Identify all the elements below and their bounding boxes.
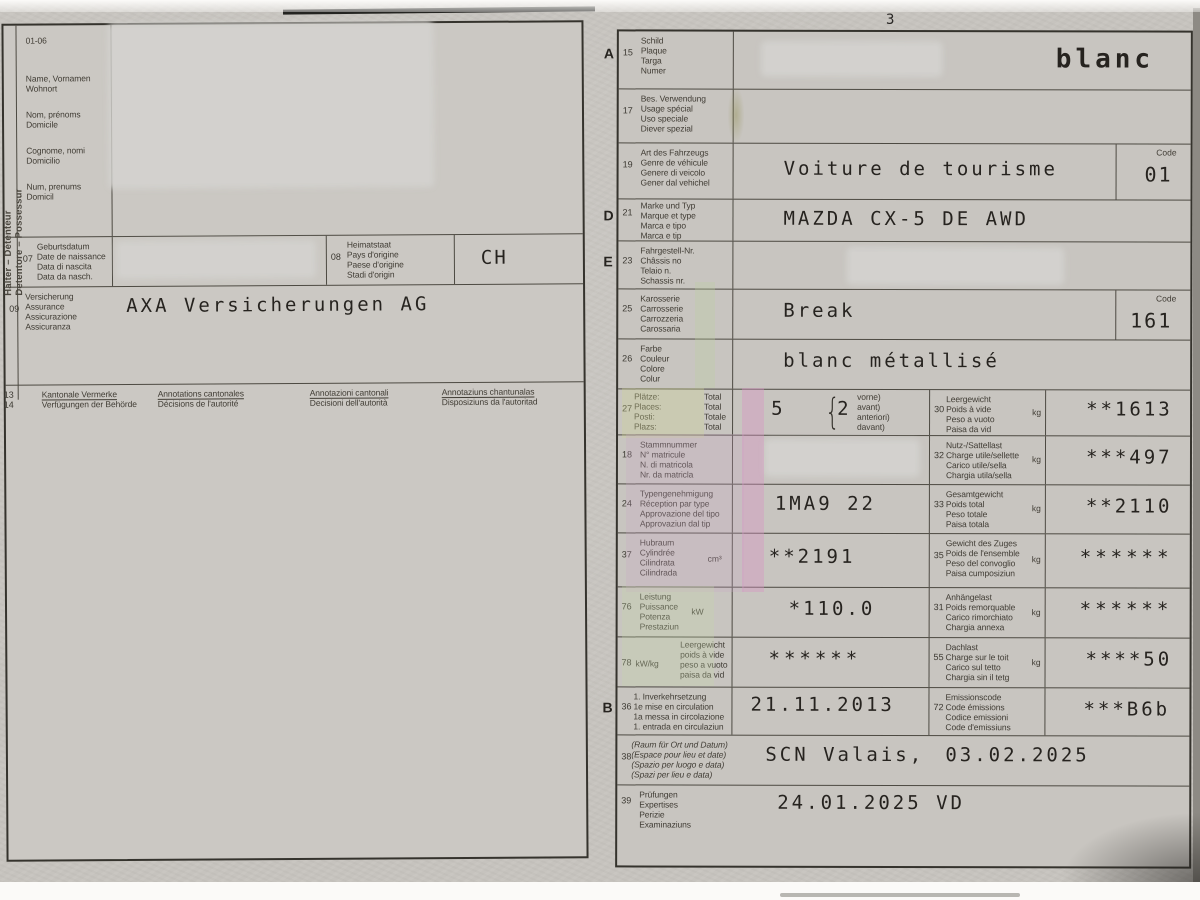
left-page: [1, 20, 588, 862]
field-number: 26: [622, 353, 633, 364]
row-vehicle-type: [619, 143, 1191, 200]
roof-load-labels: Dachlast Charge sur le toit Carico sul tetto Chargia sin il tetg: [945, 642, 1010, 683]
field-number: 38: [621, 751, 632, 762]
approval-value: 1MA9 22: [774, 492, 876, 515]
section-letter: A: [603, 45, 614, 62]
chassis-labels: Fahrgestell-Nr. Châssis no Telaio n. Schassis nr.: [640, 245, 695, 286]
body-code: 161: [1130, 308, 1173, 333]
unit-label: cm³: [707, 553, 722, 564]
vehicle-type-value-cell: [733, 144, 1116, 200]
row-place-date: [617, 735, 1189, 786]
row-colour: [618, 339, 1190, 390]
displacement-value: **2191: [768, 545, 856, 568]
empty-weight-label-cell: [929, 390, 1045, 435]
origin-labels: Heimatstaat Pays d'origine Paese d'origine Stadi d'origin: [346, 239, 404, 280]
plate-color-value: blanc: [1055, 44, 1155, 75]
power-weight-value-cell: [732, 638, 929, 687]
serial-label-cell: [618, 435, 732, 483]
power-weight-labels: Leergewicht poids à vide peso a vuoto paisa da vid: [680, 639, 728, 680]
special-use-labels: Bes. Verwendung Usage spécial Uso speciale Diever spezial: [640, 93, 706, 134]
section-letter: B: [602, 699, 613, 716]
body-label-cell: [618, 289, 732, 338]
roof-load-value-cell: [1045, 638, 1190, 687]
row-make-type: [603, 199, 1190, 242]
vehicle-type-labels: Art des Fahrzeugs Genre de véhicule Genere di veicolo Gener dal vehichel: [640, 147, 710, 188]
field-number: 27: [622, 403, 633, 414]
date-value: 03.02.2025: [945, 744, 1090, 767]
plate-value-cell: [733, 32, 1191, 90]
vehicle-type-code: 01: [1144, 162, 1173, 187]
row-seats-emptyweight: [618, 389, 1190, 436]
row-insurance: [5, 284, 584, 386]
place-date-value-cell: [731, 736, 1189, 786]
emission-value: ***B6b: [1083, 698, 1171, 721]
field-number: 72: [933, 702, 944, 713]
row-chassis: [603, 241, 1190, 290]
unit-label: kg: [1031, 656, 1041, 667]
origin-label-cell: [326, 235, 454, 285]
payload-value-cell: [1045, 436, 1190, 484]
row-powerweight-roofload: [618, 637, 1190, 688]
row-firstreg-emission: [602, 687, 1189, 736]
redacted-serial-number: [769, 444, 915, 472]
redacted-birthdate: [121, 245, 311, 274]
unit-label: kg: [1031, 503, 1041, 514]
displacement-labels: Hubraum Cylindrée Cilindrata Cilindrada: [639, 537, 678, 578]
emission-labels: Emissionscode Code émissions Codice emissioni Code d'emissiuns: [945, 692, 1011, 733]
scan-right-edge: [1193, 8, 1200, 882]
place-date-label-cell: [617, 735, 731, 784]
make-type-labels: Marke und Typ Marque et type Marca e tipo Marca e tip: [640, 200, 696, 241]
origin-value-cell: [454, 234, 583, 284]
field-number: 14: [3, 399, 14, 410]
payload-label-cell: [929, 436, 1045, 484]
power-weight-value: ******: [768, 647, 862, 670]
field-number: 31: [933, 602, 944, 613]
field-number: 30: [934, 404, 945, 415]
insurance-label-cell: [9, 287, 113, 385]
field-number: 19: [622, 159, 633, 170]
body-code-cell: [1115, 290, 1190, 339]
roof-load-value: ****50: [1085, 648, 1173, 671]
row-special-use: [619, 89, 1191, 144]
train-weight-value: ******: [1079, 546, 1173, 569]
total-weight-value: **2110: [1085, 495, 1173, 518]
row-birthdate-origin: [5, 234, 583, 288]
special-use-value-cell: [733, 90, 1191, 144]
make-type-value-cell: [732, 200, 1190, 242]
cantonal-col-de: Kantonale Vermerke Verfügungen der Behörde: [41, 389, 137, 410]
emission-value-cell: [1044, 688, 1189, 735]
field-number: 33: [933, 499, 944, 510]
field-number: 09: [9, 303, 20, 314]
row-serial-payload: [618, 435, 1190, 485]
roof-load-label-cell: [929, 638, 1045, 687]
colour-label-cell: [618, 339, 732, 388]
colour-value-cell: [732, 340, 1190, 390]
unit-label: kW: [691, 606, 704, 617]
towing-labels: Anhängelast Poids remorquable Carico rimorchiato Chargia annexa: [945, 592, 1016, 633]
total-weight-labels: Gesamtgewicht Poids total Peso totale Paisa totala: [945, 489, 1004, 530]
field-number: 18: [621, 449, 633, 460]
seats-total-value: 5: [771, 397, 785, 420]
cantonal-col-it: Annotazioni cantonali Decisioni dell'autorità: [309, 387, 389, 408]
field-number: 76: [621, 601, 632, 612]
field-number: 36: [621, 701, 632, 712]
holder-label-cell: [15, 25, 111, 237]
seats-front-labels: vorne) avant) anteriori) davant): [857, 391, 890, 432]
unit-label: kg: [1031, 554, 1041, 565]
payload-value: ***497: [1085, 446, 1173, 469]
field-number: 15: [622, 47, 633, 58]
chassis-label-cell: [618, 241, 732, 288]
towing-value-cell: [1045, 588, 1190, 637]
power-value-cell: [732, 588, 929, 637]
displacement-value-cell: [732, 534, 929, 587]
field-number: 07: [22, 253, 33, 264]
empty-weight-value: **1613: [1086, 398, 1173, 421]
seats-value-cell: [732, 390, 929, 435]
cantonal-col-fr: Annotations cantonales Décisions de l'autorité: [157, 388, 244, 409]
seats-label-cell: [618, 389, 732, 434]
section-letter: E: [603, 253, 613, 270]
row-displacement-train: [618, 533, 1190, 588]
unit-label: kg: [1031, 606, 1041, 617]
chassis-value-cell: [732, 242, 1190, 290]
vehicle-type-label-cell: [619, 143, 733, 198]
train-weight-label-cell: [929, 534, 1045, 587]
holder-label-it: Cognome, nomi Domicilio: [26, 145, 85, 166]
towing-value: ******: [1079, 598, 1173, 621]
towing-label-cell: [929, 588, 1045, 637]
serial-labels: Stammnummer N° matricule N. di matricola Nr. da matricla: [639, 439, 698, 480]
inspections-value: 24.01.2025 VD: [777, 791, 966, 815]
code-label: Code: [1156, 147, 1177, 158]
train-weight-value-cell: [1045, 534, 1190, 587]
power-labels: Leistung Puissance Potenza Prestaziun: [639, 591, 679, 632]
colour-labels: Farbe Couleur Colore Colur: [640, 343, 670, 384]
first-reg-labels: 1. Inverkehrsetzung 1e mise en circulation 1a messa in circolazione 1. entrada en circulaziun: [633, 691, 725, 732]
holder-vertical-label: Halter – Détenteur Detentore – Possessur: [2, 188, 26, 296]
train-weight-labels: Gewicht des Zuges Poids de l'ensemble Peso del convoglio Paisa cumposiziun: [945, 538, 1020, 579]
field-number: 32: [933, 450, 945, 461]
place-value: SCN Valais,: [765, 743, 925, 767]
row-body: [618, 289, 1190, 340]
place-date-labels: (Raum für Ort und Datum) (Espace pour lieu et date) (Spazio per luogo e data) (Spazi per lieu e data): [631, 739, 728, 780]
brace-glyph: {: [825, 391, 841, 433]
first-reg-label-cell: [617, 687, 731, 734]
first-reg-value: 21.11.2013: [750, 693, 895, 716]
holder-label-rm: Num, prenums Domicil: [26, 181, 82, 202]
holder-label-fr: Nom, prénoms Domicile: [25, 109, 81, 130]
birthdate-value-cell: [112, 236, 326, 286]
total-weight-label-cell: [929, 485, 1045, 533]
seats-labels: Plätze: Places: Posti: Plazs:: [634, 391, 662, 432]
make-type-label-cell: [618, 199, 732, 240]
vehicle-type-value: Voiture de tourisme: [783, 157, 1058, 181]
field-number: 25: [622, 303, 633, 314]
field-number: 55: [933, 652, 944, 663]
scanner-bottom-smudge: [780, 893, 1020, 897]
special-use-label-cell: [619, 89, 733, 142]
unit-label: kg: [1032, 407, 1042, 418]
field-number: 17: [622, 105, 633, 116]
insurance-value: AXA Versicherungen AG: [126, 293, 430, 318]
body-value: Break: [783, 299, 856, 322]
row-cantonal-remarks: [3, 382, 587, 860]
field-number: 24: [621, 498, 632, 509]
vehicle-type-code-cell: [1116, 144, 1191, 199]
redacted-chassis-number: [851, 252, 1059, 280]
make-type-value: MAZDA CX-5 DE AWD: [783, 207, 1029, 231]
scanner-margin-bottom: [0, 882, 1200, 900]
scanner-margin-top: [0, 0, 1200, 12]
plate-label-cell: [619, 31, 733, 88]
seats-total-labels: Total Total Totale Total: [703, 391, 727, 432]
cantonal-col-rm: Annotaziuns chantunalas Disposiziuns da l'autoritad: [441, 386, 538, 408]
first-reg-value-cell: [731, 688, 928, 735]
empty-weight-value-cell: [1045, 390, 1190, 435]
field-number: 37: [621, 549, 632, 560]
page-number: 3: [886, 12, 895, 28]
unit-label: kg: [1031, 454, 1041, 465]
payload-labels: Nutz-/Sattellast Charge utile/sellette Carico utile/sella Chargia utila/sella: [945, 440, 1020, 481]
empty-weight-labels: Leergewicht Poids à vide Peso a vuoto Paisa da vid: [946, 394, 995, 435]
serial-value-cell: [732, 436, 929, 484]
scan-corner-shadow: [1060, 812, 1200, 882]
approval-labels: Typengenehmigung Réception par type Approvazione del tipo Approvaziun dal tip: [639, 488, 720, 529]
redacted-plate-number: [766, 46, 938, 72]
inspections-labels: Prüfungen Expertises Perizie Examinaziuns: [639, 789, 691, 830]
inspections-label-cell: [617, 785, 731, 865]
redacted-holder-name: [112, 26, 429, 184]
field-number: 39: [621, 795, 632, 806]
field-number: 21: [622, 207, 633, 218]
body-labels: Karosserie Carrosserie Carrozzeria Carossaria: [640, 293, 684, 334]
origin-value: CH: [480, 246, 508, 269]
plate-labels: Schild Plaque Targa Numer: [640, 35, 667, 76]
birthdate-label-cell: [17, 237, 112, 287]
holder-label-de: Name, Vornamen Wohnort: [25, 73, 91, 94]
total-weight-value-cell: [1045, 485, 1190, 533]
power-value: *110.0: [788, 597, 876, 620]
body-value-cell: [732, 290, 1115, 340]
insurance-value-cell: [112, 284, 584, 384]
section-letter: D: [603, 207, 614, 224]
field-range: 01-06: [25, 35, 47, 46]
colour-value: blanc métallisé: [783, 349, 1000, 373]
approval-value-cell: [732, 485, 929, 533]
field-number: 13: [3, 389, 14, 400]
seats-front-value: 2: [837, 397, 851, 420]
code-label: Code: [1155, 293, 1177, 304]
power-weight-label-cell: [618, 637, 732, 686]
field-number: 08: [330, 251, 341, 262]
row-power-towing: [618, 587, 1190, 638]
displacement-label-cell: [618, 533, 732, 586]
right-page: [602, 29, 1193, 868]
emission-label-cell: [928, 688, 1044, 735]
power-label-cell: [618, 587, 732, 636]
field-number: 78: [621, 657, 632, 668]
power-weight-prefix: kW/kg: [635, 658, 659, 669]
insurance-labels: Versicherung Assurance Assicurazione Assicuranza: [25, 291, 77, 332]
row-plate: [603, 31, 1191, 90]
field-number: 35: [933, 550, 944, 561]
field-number: 23: [622, 255, 633, 266]
row-approval-totalweight: [618, 484, 1190, 534]
approval-label-cell: [618, 484, 732, 532]
birthdate-labels: Geburtsdatum Date de naissance Data di nascita Data da nasch.: [36, 241, 106, 282]
